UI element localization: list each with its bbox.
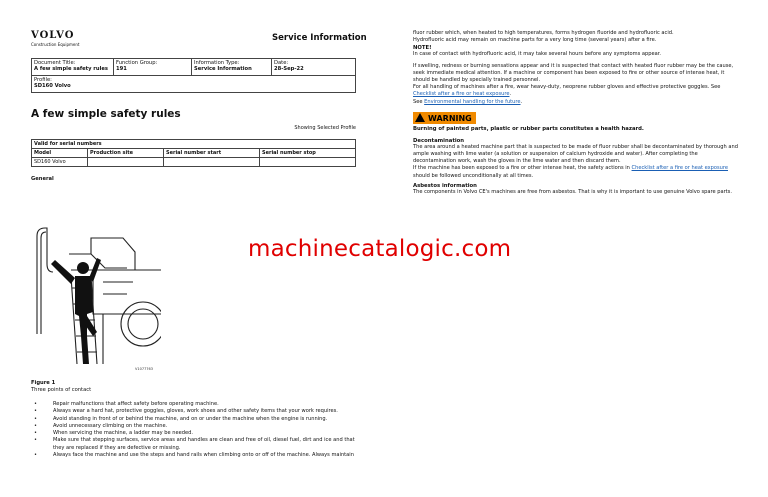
paragraph: If the machine has been exposed to a fire or other intense heat, the safety actions in Checklist after a fire or heat exposure should be followed unconditionally at all times. [413,165,728,179]
page-title: A few simple safety rules [31,108,181,120]
figure-title: Figure 1 [31,380,56,386]
column-header: Serial number start [164,149,260,158]
three-points-contact-illustration [31,224,161,372]
warning-triangle-icon [415,113,425,122]
table-row [32,158,356,167]
decontamination-heading: Decontamination [413,137,465,144]
list-item: • Avoid unnecessary climbing on the machine. [34,422,168,429]
table-cell [88,158,164,167]
function-group-cell: Function Group: 191 [114,59,192,76]
list-item: • Avoid standing in front of or behind the machine, and on or under the machine when the engine is running. [34,415,328,422]
column-header: Serial number stop [260,149,356,158]
doc-title-cell: Document Title: A few simple safety rules [32,59,114,76]
paragraph: The area around a heated machine part that is suspected to be made of fluor rubber shall be decontaminated by thorough and ample washing with lime water (a solution or suspension of calcium hydroxide and water). After completing the decontamination work, wash the gloves in the lime water and then discard them. [413,143,738,165]
checklist-fire-link[interactable]: Checklist after a fire or heat exposure [413,91,510,98]
date-cell: Date: 28-Sep-22 [272,59,356,76]
warning-text: Burning of painted parts, plastic or rubber parts constitutes a health hazard. [413,125,644,132]
list-item: • Always face the machine and use the steps and hand rails when climbing onto or off of the machine. Always maintain [34,452,354,459]
column-header: Production site [88,149,164,158]
list-item: • Always wear a hard hat, protective goggles, gloves, work shoes and other safety items that your work requires. [34,408,338,415]
asbestos-heading: Asbestos information [413,182,477,189]
note-text: In case of contact with hydrofluoric acid, it may take several hours before any symptoms appear. [413,51,661,58]
paragraph: The components in Volvo CE's machines are free from asbestos. That is why it is important to use genuine Volvo spare parts. [413,188,732,195]
brand-name: VOLVO [31,30,75,41]
figure-caption: Three points of contact [31,387,92,393]
table-cell [260,158,356,167]
volvo-logo [31,30,79,47]
table-cell: SD160 Volvo [32,158,88,167]
list-item: • When servicing the machine, a ladder may be needed. [34,430,193,437]
paragraph: See Environmental handling for the future. [413,98,523,105]
serials-caption: Valid for serial numbers [32,140,356,149]
table-cell [164,158,260,167]
brand-subtitle: Construction Equipment [31,42,80,47]
climbing-figure-icon [31,224,161,372]
document-meta-table [31,58,356,93]
profile-note: Showing Selected Profile [294,125,356,131]
paragraph: Hydrofluoric acid may remain on machine parts for a very long time (several years) after a fire. [413,37,657,44]
document-type: Service Information [272,33,367,43]
section-heading-general: General [31,176,54,182]
note-heading: NOTE! [413,45,432,52]
paragraph: If swelling, redness or burning sensations appear and it is suspected that contact with heated fluor rubber may be the cause, seek immediate medical attention. If a machine or component has been exposed to fire or other source of intense heat, it should be handled by specially trained personnel. [413,62,734,84]
environmental-handling-link[interactable]: Environmental handling for the future [424,98,521,105]
profile-cell: Profile: SD160 Volvo [32,76,356,93]
watermark: machinecatalogic.com [248,236,512,262]
checklist-heat-link[interactable]: Checklist after a fire or heat exposure [631,165,728,172]
info-type-cell: Information Type: Service Information [192,59,272,76]
serial-numbers-table [31,139,356,167]
paragraph: fluor rubber which, when heated to high temperatures, forms hydrogen fluoride and hydrofluoric acid. [413,30,674,36]
figure-code: V1077763 [135,367,153,371]
list-item: • Repair malfunctions that affect safety before operating machine. [34,401,219,407]
right-column [413,30,741,196]
safety-rules-list [31,401,356,459]
warning-badge: WARNING [413,112,476,124]
list-item: • Make sure that stepping surfaces, service areas and handles are clean and free of oil, diesel fuel, dirt and ice and that they are replaced if they are defective or missing. [34,437,355,451]
paragraph: For all handling of machines after a fire, wear heavy-duty, neoprene rubber gloves and effective protective goggles. See Checklist after a fire or heat exposure. [413,84,721,98]
column-header: Model [32,149,88,158]
